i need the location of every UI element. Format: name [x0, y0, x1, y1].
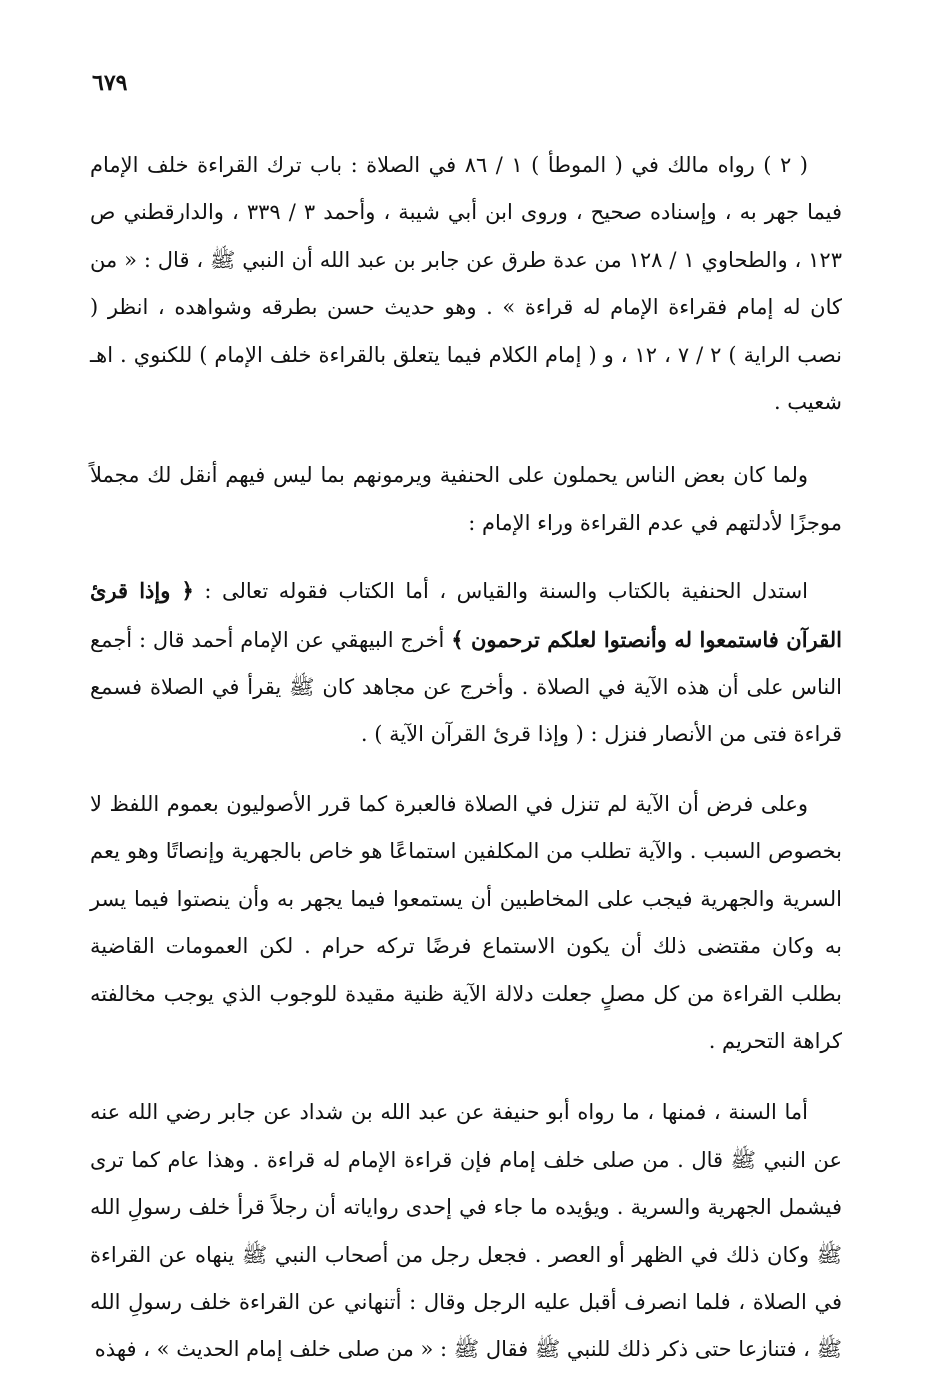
page-body	[90, 142, 842, 1374]
quran-evidence-paragraph	[90, 567, 842, 759]
quran-evidence-rest: أخرج البيهقي عن الإمام أحمد قال : أجمع الناس على أن هذه الآية في الصلاة . وأخرج عن مجاهد كان ﷺ يقرأ في الصلاة فسمع قراءة فتى من الأنصار فنزل : ( وإذا قرئ القرآن الآية ) .	[90, 627, 842, 747]
quran-evidence-lead: استدل الحنفية بالكتاب والسنة والقياس ، أما الكتاب فقوله تعالى :	[193, 579, 808, 604]
intro-paragraph: ولما كان بعض الناس يحملون على الحنفية ويرمونهم بما ليس فيهم أنقل لك مجملاً موجزًا لأدلتهم في عدم القراءة وراء الإمام :	[90, 463, 842, 535]
page-number: ٦٧٩	[92, 70, 128, 96]
general-wording-paragraph: وعلى فرض أن الآية لم تنزل في الصلاة فالعبرة كما قرر الأصوليون بعموم اللفظ لا بخصوص السبب . والآية تطلب من المكلفين استماعًا هو خاص بالجهرية وإنصاتًا وهو يعم السرية والجهرية فيجب على المخاطبين أن يستمعوا فيما يجهر به وأن ينصتوا فيما يسر به وكان مقتضى ذلك أن يكون الاستماع فرضًا تركه حرام . لكن العمومات القاضية بطلب القراءة من كل مصلٍ جعلت دلالة الآية ظنية مقيدة للوجوب الذي يوجب مخالفته كراهة التحريم .	[90, 791, 842, 1053]
sunnah-evidence-paragraph: أما السنة ، فمنها ، ما رواه أبو حنيفة عن عبد الله بن شداد عن جابر رضي الله عنه عن النبي ﷺ قال . من صلى خلف إمام فإن قراءة الإمام له قراءة . وهذا عام كما ترى فيشمل الجهرية والسرية . ويؤيده ما جاء في إحدى رواياته أن رجلاً قرأ خلف رسولِ الله ﷺ وكان ذلك في الظهر أو العصر . فجعل رجل من أصحاب النبي ﷺ ينهاه عن القراءة في الصلاة ، فلما انصرف أقبل عليه الرجل وقال : أتنهاني عن القراءة خلف رسولِ الله ﷺ ، فتنازعا حتى ذكر ذلك للنبي ﷺ فقال ﷺ : « من صلى خلف إمام الحديث » ، فهذه	[90, 1100, 842, 1362]
footnote-paragraph: ( ٢ ) رواه مالك في ( الموطأ ) ١ / ٨٦ في الصلاة : باب ترك القراءة خلف الإمام فيما جهر به ، وإسناده صحيح ، وروى ابن أبي شيبة ، وأحمد ٣ / ٣٣٩ ، والدارقطني ص ١٢٣ ، والطحاوي ١ / ١٢٨ من عدة طرق عن جابر بن عبد الله أن النبي ﷺ ، قال : « من كان له إمام فقراءة الإمام له قراءة » . وهو حديث حسن بطرقه وشواهده ، انظر ( نصب الراية ) ٢ / ٧ ، ١٢ ، و ( إمام الكلام فيما يتعلق بالقراءة خلف الإمام ) للكنوي . اهـ شعيب .	[90, 153, 842, 415]
quran-verse: ﴿ وإذا قرئ القرآن فاستمعوا له وأنصتوا لعلكم ترحمون ﴾	[90, 578, 842, 652]
